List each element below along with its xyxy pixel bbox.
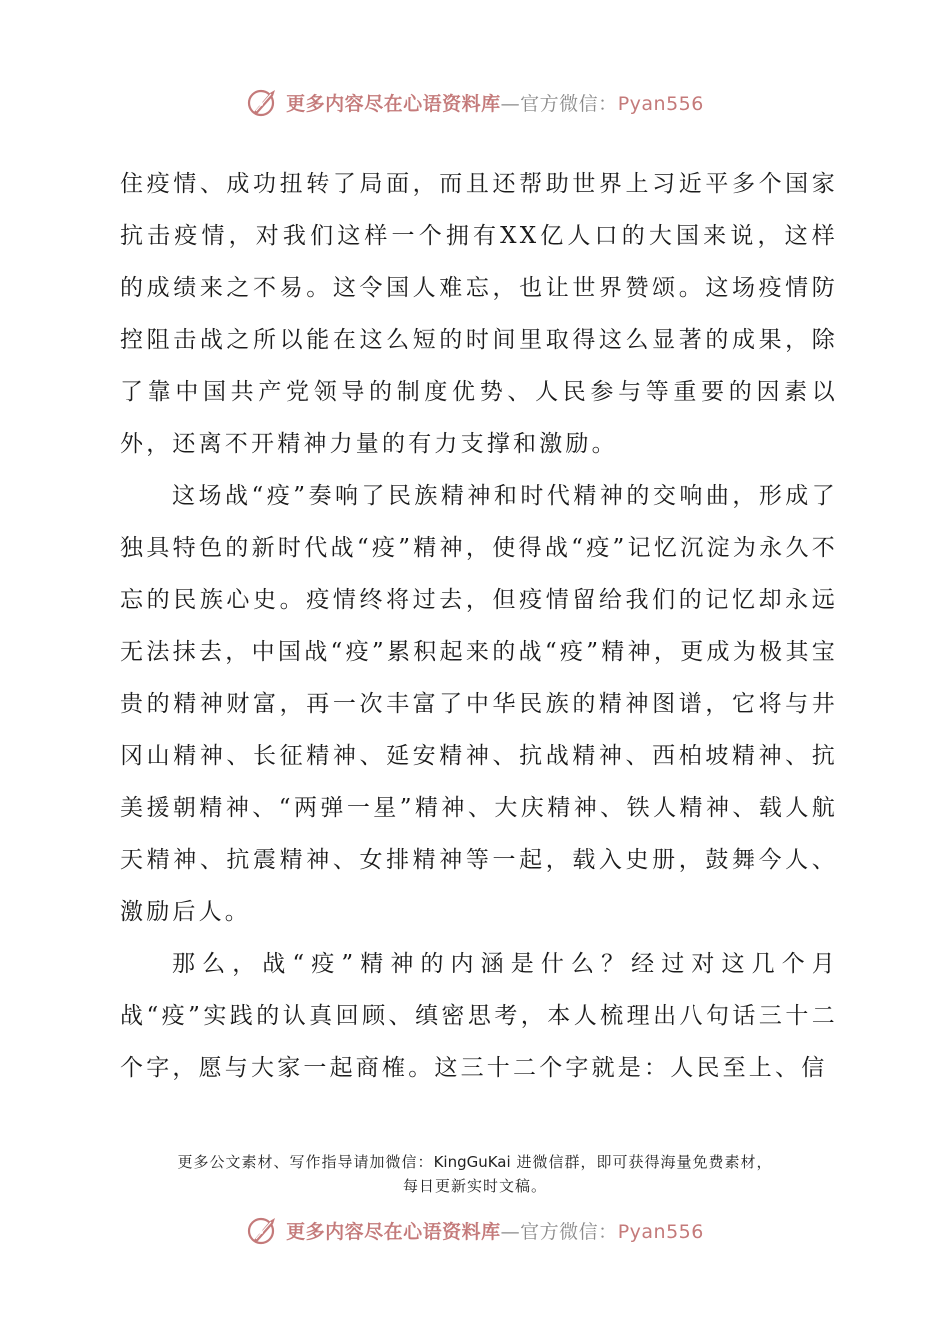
header-brand-text bbox=[286, 89, 704, 116]
brand-wechat-id: Pyan556 bbox=[617, 92, 704, 115]
pen-nib-circle-icon bbox=[246, 1213, 280, 1247]
footer-note bbox=[0, 1150, 950, 1198]
footer-brand-text bbox=[286, 1217, 704, 1244]
brand-official-label: 官方微信： bbox=[520, 1220, 618, 1243]
footer-note-prefix: 更多公文素材、写作指导请加微信： bbox=[177, 1153, 434, 1171]
brand-wechat-id: Pyan556 bbox=[617, 1220, 704, 1243]
brand-name: 更多内容尽在心语资料库 bbox=[286, 92, 501, 115]
brand-name: 更多内容尽在心语资料库 bbox=[286, 1220, 501, 1243]
paragraph-1: 住疫情、成功扭转了局面，而且还帮助世界上习近平多个国家抗击疫情，对我们这样一个拥有XX亿人口的大国来说，这样的成绩来之不易。这令国人难忘，也让世界赞颂。这场疫情防控阻击战之所以能在这么短的时间里取得这么显著的成果，除了靠中国共产党领导的制度优势、人民参与等重要的因素以外，还离不开精神力量的有力支撑和激励。 bbox=[120, 171, 838, 457]
footer-note-line-2: 每日更新实时文稿。 bbox=[402, 1177, 547, 1195]
footer-wechat-id: KingGuKai bbox=[433, 1153, 511, 1171]
pen-nib-circle-icon bbox=[246, 85, 280, 119]
footer-note-suffix: 进微信群，即可获得海量免费素材， bbox=[510, 1153, 773, 1171]
paragraph-2: 这场战“疫”奏响了民族精神和时代精神的交响曲，形成了独具特色的新时代战“疫”精神，使得战“疫”记忆沉淀为永久不忘的民族心史。疫情终将过去，但疫情留给我们的记忆却永远无法抹去，中国战“疫”累积起来的战“疫”精神，更成为极其宝贵的精神财富，再一次丰富了中华民族的精神图谱，它将与井冈山精神、长征精神、延安精神、抗战精神、西柏坡精神、抗美援朝精神、“两弹一星”精神、大庆精神、铁人精神、载人航天精神、抗震精神、女排精神等一起，载入史册，鼓舞今人、激励后人。 bbox=[120, 483, 838, 925]
brand-separator: — bbox=[500, 1220, 521, 1243]
header-brand-bar bbox=[0, 82, 950, 122]
footer-note-line-1 bbox=[0, 1150, 950, 1174]
document-body bbox=[120, 158, 838, 1094]
brand-official-label: 官方微信： bbox=[520, 92, 618, 115]
brand-separator: — bbox=[500, 92, 521, 115]
footer-brand-bar bbox=[0, 1210, 950, 1250]
paragraph-3: 那么，战“疫”精神的内涵是什么？经过对这几个月战“疫”实践的认真回顾、缜密思考，本人梳理出八句话三十二个字，愿与大家一起商榷。这三十二个字就是：人民至上、信 bbox=[120, 951, 838, 1081]
